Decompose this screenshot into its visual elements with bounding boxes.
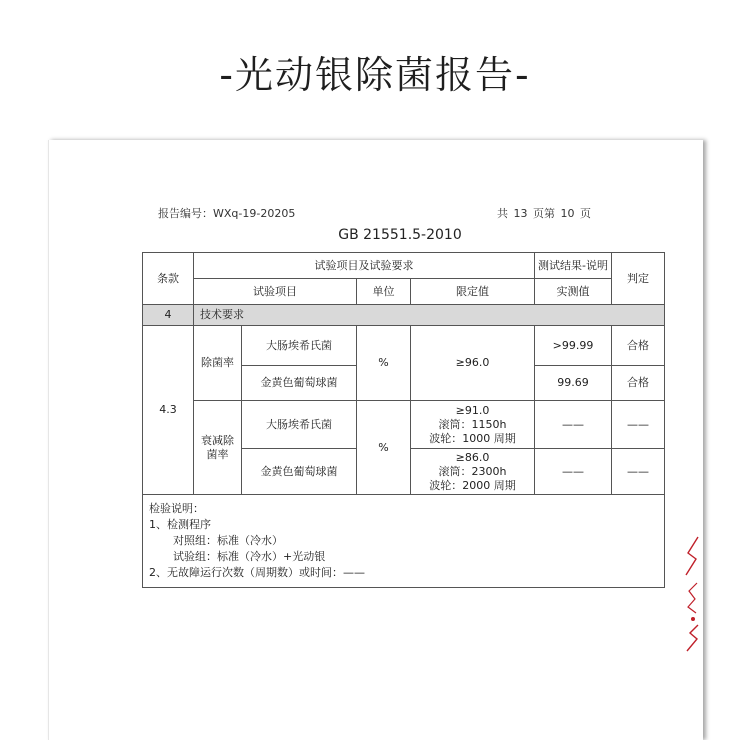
notes-line: 试验组：标准（冷水）+光动银	[173, 550, 326, 563]
standard-code: GB 21551.5-2010	[338, 227, 462, 243]
group-name: 除菌率	[194, 326, 242, 401]
notes-heading: 检验说明：	[149, 502, 204, 515]
measured-cell: >99.99	[535, 326, 612, 366]
header-result-note: 测试结果-说明	[535, 253, 612, 279]
limit-pulsator: 波轮：1000 周期	[429, 431, 516, 445]
unit-cell: %	[357, 401, 411, 495]
verdict-cell: ——	[612, 449, 665, 495]
verdict-cell: 合格	[612, 326, 665, 366]
section-clause: 4	[143, 305, 194, 326]
clause-4-3: 4.3	[143, 326, 194, 495]
report-number: 报告编号：WXq-19-20205	[158, 207, 296, 220]
limit-value: ≥91.0	[455, 403, 490, 417]
measured-cell: ——	[535, 401, 612, 449]
limit-cell	[411, 449, 535, 495]
red-stamp-icon	[684, 535, 700, 655]
inspection-notes	[143, 495, 665, 588]
verdict-cell: ——	[612, 401, 665, 449]
header-judgement: 判定	[612, 253, 665, 305]
group-name: 衰减除菌率	[194, 401, 242, 495]
test-results-table	[142, 252, 665, 588]
limit-drum: 滚筒：2300h	[438, 464, 507, 478]
measured-cell: 99.69	[535, 366, 612, 401]
limit-value: ≥86.0	[455, 450, 490, 464]
limit-pulsator: 波轮：2000 周期	[429, 478, 516, 492]
unit-cell: %	[357, 326, 411, 401]
header-measured: 实测值	[535, 279, 612, 305]
notes-line: 对照组：标准（冷水）	[173, 534, 283, 547]
header-clause: 条款	[143, 253, 194, 305]
header-limit: 限定值	[411, 279, 535, 305]
organism-cell: 大肠埃希氏菌	[242, 326, 357, 366]
limit-cell: ≥96.0	[411, 326, 535, 401]
page-title: -光动银除菌报告-	[219, 53, 531, 97]
header-unit: 单位	[357, 279, 411, 305]
verdict-cell: 合格	[612, 366, 665, 401]
limit-drum: 滚筒：1150h	[438, 417, 507, 431]
header-item: 试验项目	[194, 279, 357, 305]
page-info: 共 13 页第 10 页	[497, 207, 591, 220]
notes-line: 1、检测程序	[149, 518, 211, 531]
header-items-requirements: 试验项目及试验要求	[194, 253, 535, 279]
organism-cell: 金黄色葡萄球菌	[242, 449, 357, 495]
limit-cell	[411, 401, 535, 449]
organism-cell: 大肠埃希氏菌	[242, 401, 357, 449]
notes-line: 2、无故障运行次数（周期数）或时间：——	[149, 566, 365, 579]
organism-cell: 金黄色葡萄球菌	[242, 366, 357, 401]
measured-cell: ——	[535, 449, 612, 495]
section-label: 技术要求	[194, 305, 665, 326]
